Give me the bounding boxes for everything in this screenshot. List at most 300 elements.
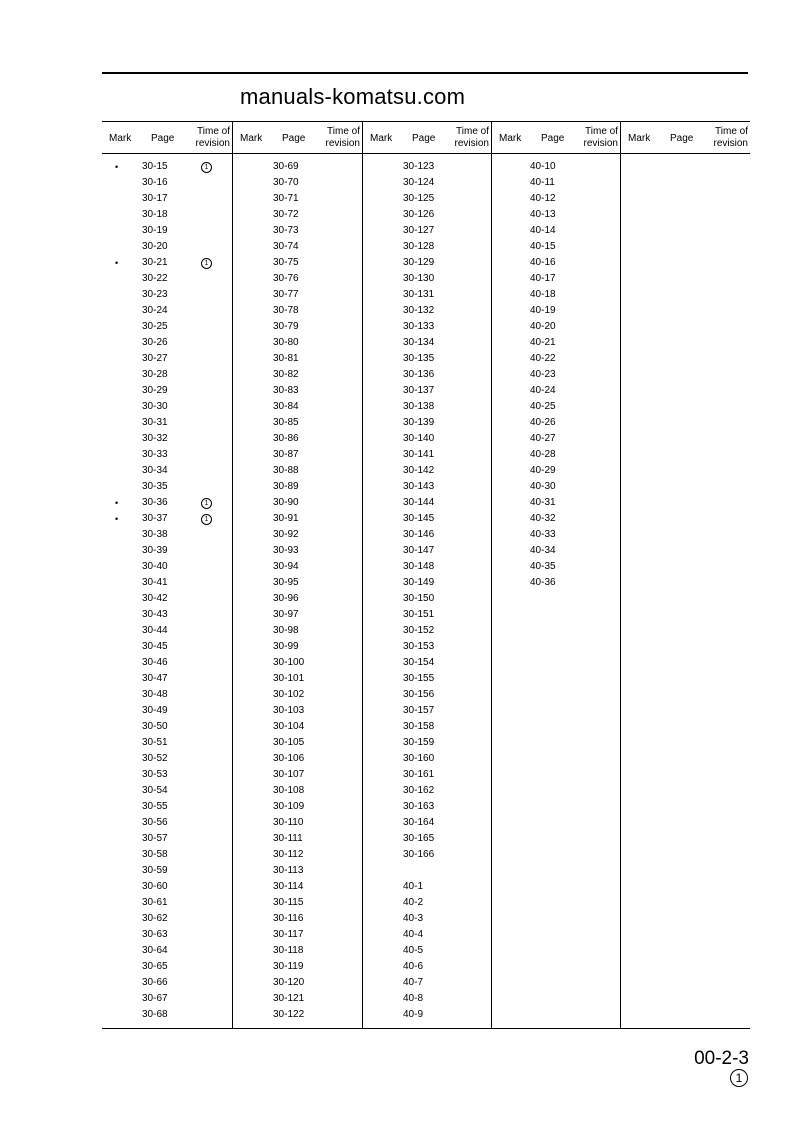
table-row [363, 768, 491, 784]
table-row [102, 496, 232, 512]
page-ref: 30-37 [142, 513, 168, 524]
table-row [102, 528, 232, 544]
table-row [233, 288, 362, 304]
page-ref: 30-29 [142, 385, 168, 396]
page-ref: 40-1 [403, 881, 424, 892]
table-row [233, 880, 362, 896]
page-ref: 30-105 [273, 737, 305, 748]
page-ref: 30-65 [142, 961, 168, 972]
table-row [102, 432, 232, 448]
table-row [363, 816, 491, 832]
page-ref: 30-44 [142, 625, 168, 636]
table-row [233, 208, 362, 224]
site-title: manuals-komatsu.com [240, 84, 466, 109]
page-ref: 40-28 [530, 449, 556, 460]
table-row [233, 256, 362, 272]
page-ref: 30-148 [403, 561, 435, 572]
page-ref: 30-156 [403, 689, 435, 700]
page-ref: 30-139 [403, 417, 435, 428]
page-ref: 30-72 [273, 209, 299, 220]
page-ref: 30-62 [142, 913, 168, 924]
table-row [363, 176, 491, 192]
page-ref: 30-92 [273, 529, 299, 540]
table-row [233, 352, 362, 368]
page-ref: 30-135 [403, 353, 435, 364]
page-ref: 30-140 [403, 433, 435, 444]
page-ref: 30-131 [403, 289, 435, 300]
table-row [102, 784, 232, 800]
mark-bullet: • [115, 498, 119, 508]
page-ref: 40-33 [530, 529, 556, 540]
page-ref: 30-150 [403, 593, 435, 604]
table-row [102, 224, 232, 240]
table-row [233, 960, 362, 976]
page-ref: 30-96 [273, 593, 299, 604]
page-ref: 40-20 [530, 321, 556, 332]
page-ref: 30-34 [142, 465, 168, 476]
table-row [102, 960, 232, 976]
header-rev-line1: Time of [197, 126, 230, 137]
page-ref: 30-69 [273, 161, 299, 172]
table-row [363, 624, 491, 640]
page-ref: 30-19 [142, 225, 168, 236]
table-row [363, 272, 491, 288]
header-rev-line2: revision [325, 138, 360, 149]
page-ref: 30-31 [142, 417, 168, 428]
page-ref: 30-81 [273, 353, 299, 364]
table-row [492, 208, 620, 224]
table-row [233, 160, 362, 176]
page-ref: 30-87 [273, 449, 299, 460]
table-row [363, 672, 491, 688]
table-row [102, 368, 232, 384]
table-row [363, 992, 491, 1008]
page-ref: 30-125 [403, 193, 435, 204]
table-row [233, 304, 362, 320]
header-page: Page [670, 133, 694, 144]
table-row [102, 512, 232, 528]
table-row [492, 464, 620, 480]
page-ref: 30-142 [403, 465, 435, 476]
mark-bullet: • [115, 258, 119, 268]
table-row [102, 832, 232, 848]
page-ref: 30-136 [403, 369, 435, 380]
header-page: Page [541, 133, 565, 144]
page-ref: 30-158 [403, 721, 435, 732]
page-ref: 30-166 [403, 849, 435, 860]
table-row [102, 1008, 232, 1024]
table-row [363, 480, 491, 496]
table-row [233, 416, 362, 432]
table-row [233, 656, 362, 672]
page-ref: 30-45 [142, 641, 168, 652]
revision-number-circle: 1 [730, 1069, 748, 1087]
table-row [363, 736, 491, 752]
page-ref: 30-83 [273, 385, 299, 396]
table-row [492, 272, 620, 288]
page-ref: 30-161 [403, 769, 435, 780]
page-ref: 40-36 [530, 577, 556, 588]
page-ref: 30-51 [142, 737, 168, 748]
table-row [363, 496, 491, 512]
table-row [233, 624, 362, 640]
header-page: Page [282, 133, 306, 144]
table-row [233, 544, 362, 560]
table-row [102, 672, 232, 688]
table-row [363, 544, 491, 560]
table-row [233, 464, 362, 480]
page-ref: 30-116 [273, 913, 304, 924]
page-ref: 30-42 [142, 593, 168, 604]
page-ref: 40-9 [403, 1009, 424, 1020]
page-ref: 30-61 [142, 897, 168, 908]
page-ref: 30-123 [403, 161, 435, 172]
page-ref: 30-141 [403, 449, 435, 460]
table-row [363, 224, 491, 240]
table-row [102, 576, 232, 592]
table-row [363, 704, 491, 720]
page-ref: 30-47 [142, 673, 168, 684]
page-ref: 30-63 [142, 929, 168, 940]
page-ref: 30-88 [273, 465, 299, 476]
page-ref: 30-82 [273, 369, 299, 380]
page-ref: 30-18 [142, 209, 168, 220]
table-row [233, 512, 362, 528]
table-row [233, 800, 362, 816]
table-row [233, 720, 362, 736]
table-row [492, 512, 620, 528]
table-row [233, 608, 362, 624]
table-row [363, 560, 491, 576]
page-ref: 30-129 [403, 257, 435, 268]
page-ref: 30-33 [142, 449, 168, 460]
table-row [363, 576, 491, 592]
table-row [233, 320, 362, 336]
table-row [233, 896, 362, 912]
page-ref: 30-39 [142, 545, 168, 556]
table-row [102, 624, 232, 640]
table-row [102, 560, 232, 576]
page-ref: 30-99 [273, 641, 299, 652]
table-column-group [492, 122, 621, 1028]
page-ref: 30-154 [403, 657, 435, 668]
table-row [363, 592, 491, 608]
table-row [102, 256, 232, 272]
header-rev-line1: Time of [327, 126, 360, 137]
table-row [233, 912, 362, 928]
table-row [363, 448, 491, 464]
table-row [363, 960, 491, 976]
page-ref: 30-124 [403, 177, 435, 188]
table-row [233, 848, 362, 864]
table-row [233, 784, 362, 800]
page-ref: 40-8 [403, 993, 424, 1004]
table-row [363, 832, 491, 848]
page-ref: 30-145 [403, 513, 435, 524]
table-row [233, 736, 362, 752]
column-header [621, 122, 750, 153]
page-ref: 40-32 [530, 513, 556, 524]
page-ref: 30-73 [273, 225, 299, 236]
page-ref: 30-134 [403, 337, 435, 348]
table-row [102, 288, 232, 304]
page-ref: 30-151 [403, 609, 435, 620]
table-row [363, 352, 491, 368]
header-page: Page [412, 133, 436, 144]
table-row [492, 256, 620, 272]
table-row [233, 240, 362, 256]
page-ref: 30-48 [142, 689, 168, 700]
table-row [233, 528, 362, 544]
page-ref: 40-21 [530, 337, 556, 348]
table-row [102, 800, 232, 816]
table-row [102, 448, 232, 464]
page-ref: 30-137 [403, 385, 435, 396]
table-row [102, 320, 232, 336]
page-ref: 30-41 [142, 577, 168, 588]
table-row [363, 416, 491, 432]
table-row [363, 464, 491, 480]
table-row [102, 752, 232, 768]
table-row [102, 384, 232, 400]
table-row [102, 176, 232, 192]
table-row [102, 464, 232, 480]
table-row [233, 832, 362, 848]
table-row [102, 608, 232, 624]
header-mark: Mark [109, 133, 132, 144]
revision-table [102, 121, 750, 1029]
table-row [363, 320, 491, 336]
header-rev-line2: revision [195, 138, 230, 149]
table-row [233, 992, 362, 1008]
page-ref: 30-40 [142, 561, 168, 572]
page-ref: 40-16 [530, 257, 556, 268]
page-ref: 30-55 [142, 801, 168, 812]
rows [102, 160, 232, 1024]
mark-bullet: • [115, 514, 119, 524]
table-row [363, 784, 491, 800]
page-ref: 30-126 [403, 209, 435, 220]
page-ref: 30-138 [403, 401, 435, 412]
page-ref: 30-90 [273, 497, 299, 508]
page-ref: 30-106 [273, 753, 305, 764]
page-ref: 30-164 [403, 817, 435, 828]
table-row [233, 272, 362, 288]
page-ref: 30-144 [403, 497, 435, 508]
table-row [102, 480, 232, 496]
page-ref: 40-30 [530, 481, 556, 492]
header-rev-line1: Time of [715, 126, 748, 137]
page-ref: 30-133 [403, 321, 435, 332]
header-rev-line2: revision [583, 138, 618, 149]
page-ref: 30-111 [273, 833, 303, 844]
table-row [102, 656, 232, 672]
page-ref: 30-28 [142, 369, 168, 380]
table-row [363, 400, 491, 416]
page-ref: 40-25 [530, 401, 556, 412]
table-row [102, 768, 232, 784]
page-ref: 30-80 [273, 337, 299, 348]
page-ref: 30-78 [273, 305, 299, 316]
table-row [363, 256, 491, 272]
page-ref: 30-50 [142, 721, 168, 732]
table-row [233, 816, 362, 832]
table-row [363, 656, 491, 672]
table-row [492, 352, 620, 368]
table-row [233, 1008, 362, 1024]
table-row [492, 160, 620, 176]
table-column-group [233, 122, 363, 1028]
table-row [363, 528, 491, 544]
header-time-of-revision [455, 126, 489, 150]
table-row [233, 768, 362, 784]
page-ref: 30-91 [273, 513, 299, 524]
header-time-of-revision [196, 126, 230, 150]
table-row [492, 448, 620, 464]
page-ref: 30-146 [403, 529, 435, 540]
table-row [102, 416, 232, 432]
table-row [363, 848, 491, 864]
table-column-group [102, 122, 233, 1028]
table-row [102, 928, 232, 944]
table-row [363, 192, 491, 208]
table-row [102, 848, 232, 864]
page-ref: 40-27 [530, 433, 556, 444]
page-ref: 30-121 [273, 993, 305, 1004]
table-row [233, 400, 362, 416]
header-time-of-revision [326, 126, 360, 150]
table-row [102, 976, 232, 992]
table-row [363, 880, 491, 896]
page-ref: 30-79 [273, 321, 299, 332]
table-row [233, 688, 362, 704]
page-ref: 30-89 [273, 481, 299, 492]
table-row [102, 272, 232, 288]
page-ref: 40-31 [530, 497, 556, 508]
page-ref: 30-68 [142, 1009, 168, 1020]
table-row [492, 384, 620, 400]
page-ref: 30-22 [142, 273, 168, 284]
page-ref: 30-110 [273, 817, 304, 828]
table-row [233, 640, 362, 656]
page-ref: 40-5 [403, 945, 424, 956]
table-row [363, 368, 491, 384]
table-row [492, 496, 620, 512]
table-row [102, 400, 232, 416]
table-row [363, 896, 491, 912]
page-ref: 30-43 [142, 609, 168, 620]
table-row [492, 544, 620, 560]
page-ref: 30-20 [142, 241, 168, 252]
table-row [492, 176, 620, 192]
table-row [492, 528, 620, 544]
page-ref: 30-98 [273, 625, 299, 636]
table-row [102, 992, 232, 1008]
table-row [363, 944, 491, 960]
table-row [363, 912, 491, 928]
header-rev-line2: revision [454, 138, 489, 149]
page-ref: 30-56 [142, 817, 168, 828]
table-row [492, 368, 620, 384]
page-ref: 40-34 [530, 545, 556, 556]
revision-circle-icon: 1 [201, 162, 212, 173]
header-rev-line2: revision [713, 138, 748, 149]
table-row [492, 400, 620, 416]
header-rev-line1: Time of [456, 126, 489, 137]
rows [492, 160, 620, 592]
page-ref: 40-22 [530, 353, 556, 364]
page-ref: 30-100 [273, 657, 305, 668]
revision-circle-icon: 1 [201, 258, 212, 269]
page-ref: 30-58 [142, 849, 168, 860]
page-ref: 30-119 [273, 961, 304, 972]
table-row [233, 480, 362, 496]
page-ref: 40-18 [530, 289, 556, 300]
page-ref: 40-17 [530, 273, 556, 284]
header-mark: Mark [370, 133, 393, 144]
page-ref: 30-97 [273, 609, 299, 620]
page-ref: 30-108 [273, 785, 305, 796]
page-ref: 30-128 [403, 241, 435, 252]
page-ref: 30-109 [273, 801, 305, 812]
table-row [102, 336, 232, 352]
table-row [492, 416, 620, 432]
page-ref: 30-77 [273, 289, 299, 300]
header-time-of-revision [714, 126, 748, 150]
page-ref: 30-94 [273, 561, 299, 572]
table-row [492, 432, 620, 448]
header-mark: Mark [240, 133, 263, 144]
header-rev-line1: Time of [585, 126, 618, 137]
page-ref: 40-19 [530, 305, 556, 316]
page-ref: 30-160 [403, 753, 435, 764]
table-row [233, 432, 362, 448]
table-row [492, 576, 620, 592]
page-ref: 30-101 [273, 673, 305, 684]
table-row [363, 304, 491, 320]
page-ref: 40-6 [403, 961, 424, 972]
page-ref: 30-70 [273, 177, 299, 188]
page-number: 00-2-3 [694, 1048, 749, 1069]
page-ref: 40-2 [403, 897, 424, 908]
page-ref: 30-30 [142, 401, 168, 412]
page-ref: 30-120 [273, 977, 305, 988]
table-row [363, 384, 491, 400]
page-ref: 30-49 [142, 705, 168, 716]
page-ref: 30-74 [273, 241, 299, 252]
table-row [102, 592, 232, 608]
header-mark: Mark [499, 133, 522, 144]
page-ref: 30-24 [142, 305, 168, 316]
table-row [492, 288, 620, 304]
page-ref: 30-143 [403, 481, 435, 492]
table-row [102, 640, 232, 656]
page-ref: 30-112 [273, 849, 304, 860]
page-ref: 30-95 [273, 577, 299, 588]
page-ref: 30-15 [142, 161, 168, 172]
revision-circle-icon: 1 [201, 514, 212, 525]
table-row [233, 176, 362, 192]
table-row [233, 192, 362, 208]
page-ref: 30-76 [273, 273, 299, 284]
page-ref: 30-26 [142, 337, 168, 348]
page-ref: 30-132 [403, 305, 435, 316]
page-ref: 30-17 [142, 193, 168, 204]
table-column-group [363, 122, 492, 1028]
page-ref: 30-117 [273, 929, 304, 940]
page-ref: 40-26 [530, 417, 556, 428]
mark-bullet: • [115, 162, 119, 172]
